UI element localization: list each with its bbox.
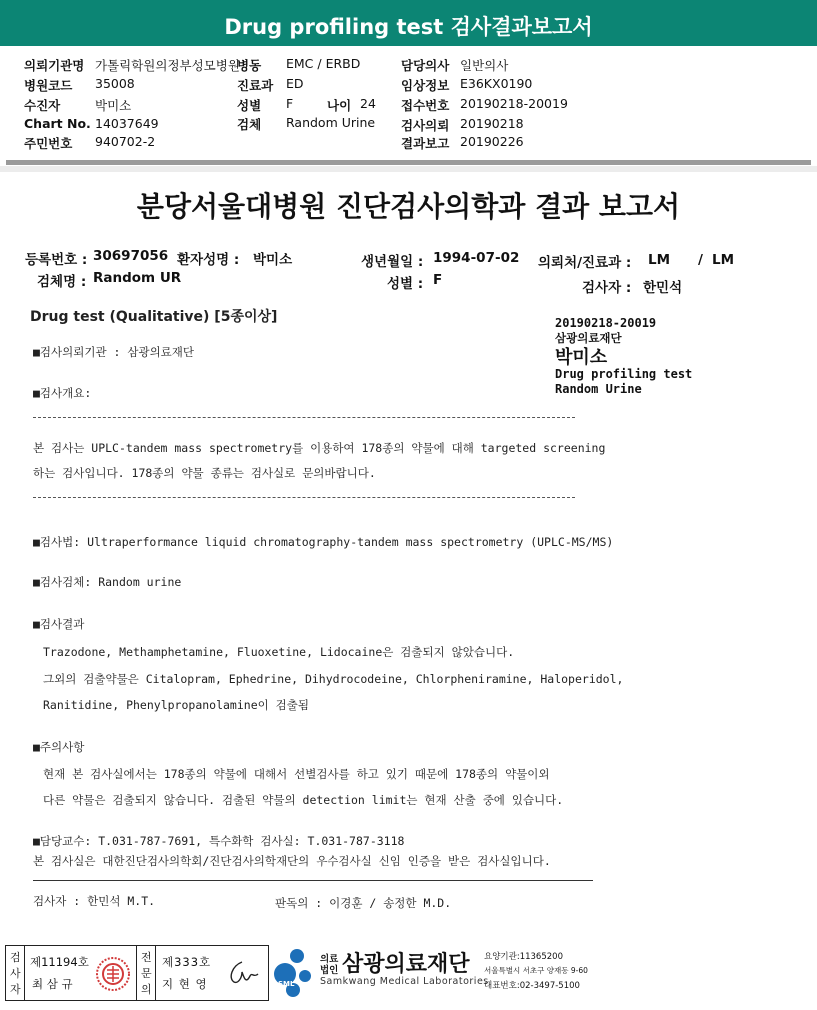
- result-heading: ■검사결과: [33, 617, 85, 631]
- tester-value: 한민석: [643, 280, 683, 296]
- tester-box-char-1: 검: [10, 951, 21, 964]
- specimen-line: ■검사검체: Random urine: [33, 575, 182, 589]
- specimen-name-value: Random UR: [93, 270, 182, 286]
- sex-value: F: [286, 96, 294, 111]
- report-sex-label: 성별 :: [387, 276, 424, 292]
- stamp-accession: 20190218-20019: [555, 316, 657, 330]
- report-date-value: 20190226: [460, 134, 524, 149]
- logo-text: SML: [278, 980, 295, 988]
- report-title: 분당서울대병원 진단검사의학과 결과 보고서: [136, 190, 681, 223]
- request-date-value: 20190218: [460, 116, 524, 131]
- reg-label: 등록번호 :: [25, 252, 88, 268]
- tester-box-label: [6, 946, 25, 1000]
- dob-label: 생년월일 :: [361, 254, 424, 270]
- report-date-label: 결과보고: [401, 136, 450, 151]
- overview-heading: ■검사개요:: [33, 386, 92, 400]
- specialist-box-char-2: 문: [141, 967, 152, 980]
- requester-value-2: LM: [712, 252, 735, 268]
- specimen-label-stamp: [555, 313, 723, 408]
- specialist-box-char-1: 전: [141, 951, 152, 964]
- specimen-value: Random Urine: [286, 115, 376, 130]
- reader-signature-line: 판독의 : 이경훈 / 송정한 M.D.: [275, 896, 452, 910]
- report-banner: [0, 0, 817, 46]
- request-date-label: 검사의뢰: [401, 118, 450, 133]
- report-sex-value: F: [433, 272, 443, 288]
- chart-no-value: 14037649: [95, 116, 159, 131]
- overview-line-1: 본 검사는 UPLC-tandem mass spectrometry를 이용하여 178종의 약물에 대해 targeted screening: [33, 441, 606, 455]
- ward-label: 병동: [237, 58, 262, 73]
- contact-line: ■담당교수: T.031-787-7691, 특수화학 검사실: T.031-787-3118: [33, 834, 405, 848]
- sml-logo-icon: [271, 946, 315, 998]
- sex-label: 성별: [237, 98, 262, 113]
- hospital-code-value: 35008: [95, 76, 135, 91]
- org-english-name: Samkwang Medical Laboratories: [320, 976, 489, 987]
- doctor-value: 일반의사: [460, 58, 509, 73]
- doctor-label: 담당의사: [401, 58, 450, 73]
- ward-value: EMC / ERBD: [286, 56, 361, 71]
- resident-no-value: 940702-2: [95, 134, 156, 149]
- caution-line-1: 현재 본 검사실에서는 178종의 약물에 대해서 선별검사를 하고 있기 때문에 178종의 약물이외: [43, 767, 550, 781]
- patient-label: 수진자: [24, 98, 61, 113]
- caution-heading: ■주의사항: [33, 740, 85, 754]
- tester-signature-line: 검사자 : 한민석 M.T.: [33, 894, 156, 908]
- banner-title: Drug profiling test 검사결과보고서: [224, 15, 593, 39]
- hospital-value: 가톨릭학원의정부성모병원: [95, 58, 240, 73]
- patient-value: 박미소: [95, 98, 132, 113]
- specialist-box-char-3: 의: [141, 983, 152, 996]
- signature-box: [5, 945, 269, 1001]
- requester-sep: /: [698, 252, 703, 268]
- header-divider: [6, 160, 811, 165]
- chart-no-label: Chart No.: [24, 116, 91, 131]
- accession-label: 접수번호: [401, 98, 450, 113]
- patient-name-label: 환자성명 :: [177, 252, 240, 268]
- requester-value-1: LM: [648, 252, 671, 268]
- dash-line-2: [33, 497, 575, 498]
- clinical-info-label: 임상정보: [401, 78, 450, 93]
- requester-label: 의뢰처/진료과 :: [538, 255, 632, 271]
- method-line: ■검사법: Ultraperformance liquid chromatography-tandem mass spectrometry (UPLC-MS/MS): [33, 535, 614, 549]
- hospital-label: 의뢰기관명: [24, 58, 85, 73]
- caution-line-2: 다른 약물은 검출되지 않습니다. 검출된 약물의 detection limit는 현재 산출 중에 있습니다.: [43, 793, 564, 807]
- footer-rule: [33, 880, 593, 881]
- org-prefix-2: 법인: [320, 965, 339, 976]
- org-name: 삼광의료재단: [342, 952, 470, 977]
- test-title: Drug test (Qualitative) [5종이상]: [30, 309, 278, 325]
- reg-value: 30697056: [93, 248, 169, 264]
- tester-label: 검사자 :: [582, 280, 632, 296]
- dept-label: 진료과: [237, 78, 274, 93]
- specimen-name-label: 검체명 :: [37, 274, 87, 290]
- hospital-code-label: 병원코드: [24, 78, 73, 93]
- institution-line: ■검사의뢰기관 : 삼광의료재단: [33, 345, 195, 359]
- org-prefix-1: 의료: [320, 954, 339, 965]
- accession-value: 20190218-20019: [460, 96, 568, 111]
- result-line-2: 그외의 검출약물은 Citalopram, Ephedrine, Dihydrocodeine, Chlorpheniramine, Haloperidol,: [43, 672, 624, 686]
- org-info-3: 대표번호:02-3497-5100: [484, 981, 580, 991]
- tester-license-no: 제11194호: [30, 955, 89, 969]
- stamp-lab: 삼광의료재단: [555, 331, 622, 345]
- result-line-1: Trazodone, Methamphetamine, Fluoxetine, Lidocaine은 검출되지 않았습니다.: [43, 645, 515, 659]
- tester-name: 최 삼 규: [32, 977, 73, 991]
- resident-no-label: 주민번호: [24, 136, 73, 151]
- signature-icon: [224, 958, 262, 990]
- specialist-box-label: [136, 946, 156, 1000]
- patient-name-value: 박미소: [253, 252, 293, 268]
- stamp-test: Drug profiling test: [555, 367, 693, 381]
- org-info-2: 서울특별시 서초구 양재동 9-60: [484, 966, 588, 975]
- specimen-label: 검체: [237, 117, 262, 132]
- age-label: 나이: [327, 98, 352, 113]
- dob-value: 1994-07-02: [433, 250, 520, 266]
- specialist-name: 지 현 영: [162, 977, 208, 991]
- seal-stamp-icon: [94, 955, 132, 993]
- certification-line: 본 검사실은 대한진단검사의학회/진단검사의학재단의 우수검사실 신임 인증을 받은 검사실입니다.: [33, 854, 551, 868]
- specialist-license-no: 제333호: [162, 955, 212, 969]
- tester-box-char-2: 사: [10, 967, 21, 980]
- overview-line-2: 하는 검사입니다. 178종의 약물 종류는 검사실로 문의바랍니다.: [33, 466, 376, 480]
- header-shadow: [0, 166, 817, 172]
- result-line-3: Ranitidine, Phenylpropanolamine이 검출됨: [43, 698, 309, 712]
- clinical-info-value: E36KX0190: [460, 76, 533, 91]
- stamp-patient: 박미소: [555, 347, 608, 368]
- age-value: 24: [360, 96, 376, 111]
- stamp-specimen: Random Urine: [555, 382, 642, 396]
- dept-value: ED: [286, 76, 304, 91]
- dash-line-1: [33, 417, 575, 418]
- tester-box-char-3: 자: [10, 983, 21, 996]
- org-info-1: 요양기관:11365200: [484, 952, 563, 962]
- banner-line: [0, 46, 817, 48]
